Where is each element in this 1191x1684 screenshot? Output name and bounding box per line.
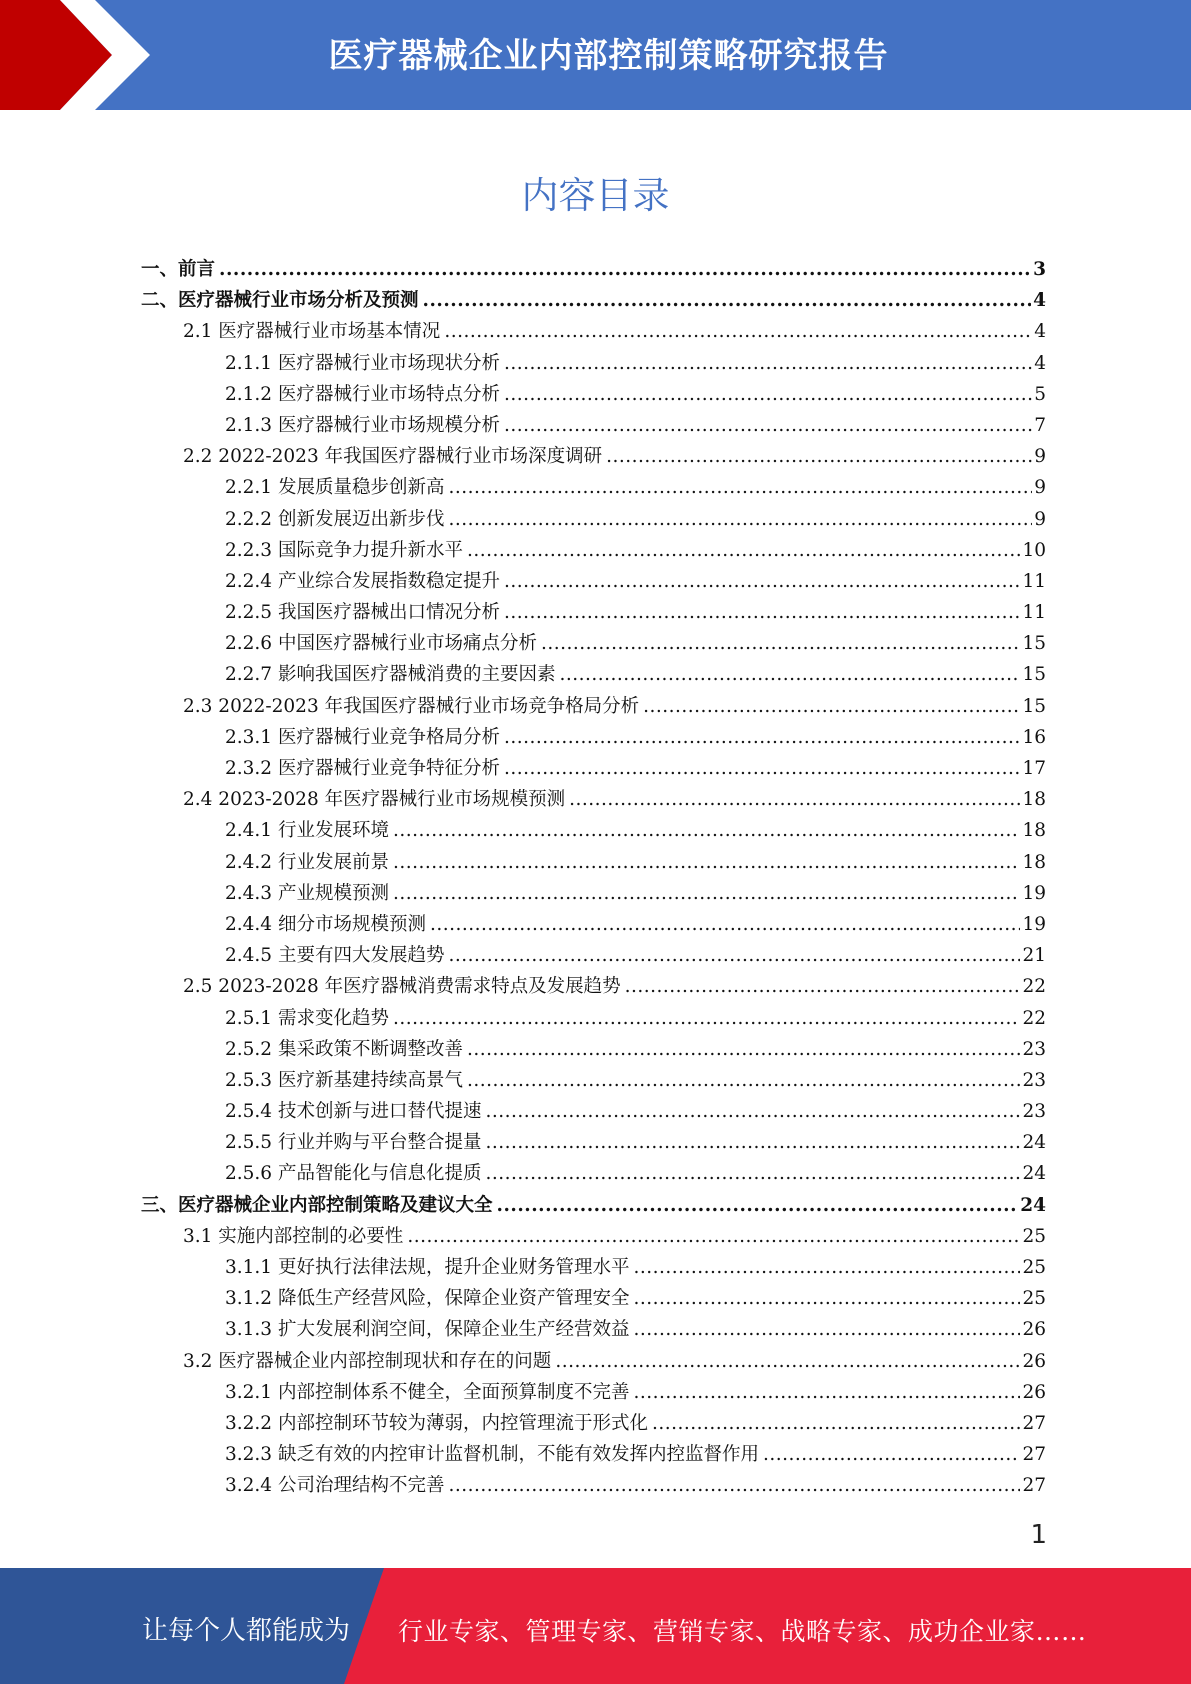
toc-entry[interactable]	[141, 1097, 1046, 1128]
toc-entry-page: 15	[1022, 633, 1046, 655]
toc-entry[interactable]	[141, 629, 1046, 660]
toc-dot-leader	[467, 1039, 1020, 1060]
toc-entry-label: 一、前言	[141, 259, 216, 280]
toc-entry[interactable]	[141, 723, 1046, 754]
toc-entry-label: 2.1.1 医疗器械行业市场现状分析	[225, 352, 500, 374]
toc-entry-label: 2.3.1 医疗器械行业竞争格局分析	[225, 726, 500, 748]
toc-dot-leader	[625, 976, 1021, 997]
toc-entry[interactable]	[141, 1471, 1046, 1502]
table-of-contents	[141, 255, 1046, 1503]
toc-entry[interactable]	[141, 286, 1046, 317]
toc-entry-label: 3.1 实施内部控制的必要性	[183, 1225, 404, 1247]
toc-dot-leader	[393, 820, 1020, 841]
toc-entry-page: 26	[1022, 1319, 1046, 1341]
toc-entry[interactable]	[141, 1440, 1046, 1471]
toc-entry[interactable]	[141, 1253, 1046, 1284]
toc-entry[interactable]	[141, 816, 1046, 847]
toc-entry-page: 26	[1022, 1381, 1046, 1403]
page-number: 1	[1030, 1520, 1047, 1550]
toc-entry-page: 18	[1022, 789, 1046, 811]
toc-entry[interactable]	[141, 1347, 1046, 1378]
toc-entry[interactable]	[141, 380, 1046, 411]
toc-entry-page: 24	[1022, 1163, 1046, 1185]
toc-dot-leader	[393, 1008, 1020, 1029]
toc-dot-leader	[448, 509, 1032, 530]
toc-entry[interactable]	[141, 692, 1046, 723]
toc-entry[interactable]	[141, 536, 1046, 567]
toc-entry-page: 22	[1022, 1007, 1046, 1029]
toc-entry[interactable]	[141, 442, 1046, 473]
toc-entry-page: 18	[1022, 820, 1046, 842]
toc-dot-leader	[504, 353, 1032, 374]
toc-entry-page: 17	[1022, 758, 1046, 779]
toc-entry-page: 25	[1022, 1225, 1046, 1247]
toc-dot-leader	[444, 321, 1032, 342]
toc-entry-label: 2.2.1 发展质量稳步创新高	[225, 477, 445, 499]
toc-dot-leader	[393, 883, 1020, 904]
toc-entry-page: 9	[1034, 446, 1046, 468]
toc-entry-label: 2.1.3 医疗器械行业市场规模分析	[225, 414, 500, 436]
toc-entry-label: 2.2.3 国际竞争力提升新水平	[225, 539, 463, 561]
toc-dot-leader	[633, 1382, 1020, 1403]
toc-entry-page: 4	[1034, 321, 1046, 343]
toc-entry-label: 2.1 医疗器械行业市场基本情况	[183, 321, 441, 343]
toc-entry-page: 25	[1022, 1288, 1046, 1310]
toc-entry-page: 9	[1034, 477, 1046, 499]
toc-entry[interactable]	[141, 567, 1046, 598]
toc-entry-label: 三、医疗器械企业内部控制策略及建议大全	[141, 1194, 493, 1216]
toc-dot-leader	[643, 696, 1020, 717]
toc-entry[interactable]	[141, 1128, 1046, 1159]
toc-entry-label: 2.4.1 行业发展环境	[225, 820, 389, 842]
toc-dot-leader	[485, 1163, 1020, 1184]
toc-entry-label: 2.2 2022-2023 年我国医疗器械行业市场深度调研	[183, 446, 603, 468]
toc-entry-label: 2.4.4 细分市场规模预测	[225, 913, 426, 935]
toc-entry-page: 23	[1022, 1069, 1046, 1091]
toc-entry-page: 3	[1033, 259, 1046, 280]
toc-dot-leader	[485, 1132, 1020, 1153]
toc-entry[interactable]	[141, 1004, 1046, 1035]
toc-entry[interactable]	[141, 1222, 1046, 1253]
toc-dot-leader	[569, 789, 1020, 810]
toc-entry-label: 2.5 2023-2028 年医疗器械消费需求特点及发展趋势	[183, 976, 621, 998]
toc-entry-page: 19	[1022, 882, 1046, 904]
toc-entry[interactable]	[141, 785, 1046, 816]
toc-entry-label: 2.5.2 集采政策不断调整改善	[225, 1038, 463, 1060]
toc-entry-label: 二、医疗器械行业市场分析及预测	[141, 290, 419, 312]
report-title: 医疗器械企业内部控制策略研究报告	[328, 36, 889, 76]
toc-dot-leader	[467, 1070, 1020, 1091]
toc-entry[interactable]	[141, 754, 1046, 785]
toc-dot-leader	[541, 633, 1020, 654]
toc-dot-leader	[485, 1101, 1020, 1122]
toc-entry-label: 2.4 2023-2028 年医疗器械行业市场规模预测	[183, 789, 566, 811]
toc-entry-page: 16	[1022, 726, 1046, 748]
footer-slogan-right: 行业专家、管理专家、营销专家、战略专家、成功企业家……	[398, 1617, 1087, 1646]
toc-entry-label: 3.1.3 扩大发展利润空间，保障企业生产经营效益	[225, 1319, 630, 1341]
toc-entry-label: 3.2.4 公司治理结构不完善	[225, 1475, 445, 1497]
toc-dot-leader	[448, 477, 1032, 498]
toc-entry-label: 2.5.1 需求变化趋势	[225, 1007, 389, 1029]
toc-entry[interactable]	[141, 598, 1046, 629]
toc-dot-leader	[633, 1257, 1020, 1278]
toc-entry-page: 15	[1022, 664, 1046, 686]
toc-dot-leader	[504, 415, 1032, 436]
toc-entry[interactable]	[141, 1315, 1046, 1346]
toc-entry[interactable]	[141, 1066, 1046, 1097]
toc-entry-label: 2.5.3 医疗新基建持续高景气	[225, 1069, 463, 1091]
toc-entry-label: 2.2.6 中国医疗器械行业市场痛点分析	[225, 633, 537, 655]
toc-entry-label: 2.4.2 行业发展前景	[225, 851, 389, 873]
toc-heading: 内容目录	[521, 174, 670, 217]
toc-entry-label: 2.2.5 我国医疗器械出口情况分析	[225, 602, 500, 624]
toc-entry-page: 4	[1034, 352, 1046, 374]
footer-slogan-left: 让每个人都能成为	[142, 1616, 351, 1646]
toc-entry-page: 26	[1022, 1350, 1046, 1372]
toc-entry-page: 27	[1022, 1475, 1046, 1497]
toc-entry[interactable]	[141, 473, 1046, 504]
toc-entry-page: 18	[1022, 851, 1046, 873]
toc-dot-leader	[393, 852, 1020, 873]
toc-entry-label: 2.2.2 创新发展迈出新步伐	[225, 508, 445, 530]
toc-entry-label: 2.3.2 医疗器械行业竞争特征分析	[225, 758, 500, 779]
toc-entry[interactable]	[141, 1191, 1046, 1222]
toc-dot-leader	[497, 1195, 1019, 1216]
toc-dot-leader	[504, 384, 1032, 405]
toc-dot-leader	[559, 664, 1020, 685]
toc-entry-page: 27	[1022, 1412, 1046, 1434]
toc-entry-page: 4	[1033, 290, 1046, 312]
toc-entry-page: 19	[1022, 913, 1046, 935]
toc-dot-leader	[633, 1319, 1020, 1340]
toc-entry-page: 7	[1034, 414, 1046, 436]
toc-entry[interactable]	[141, 1035, 1046, 1066]
toc-entry[interactable]	[141, 1284, 1046, 1315]
toc-entry-label: 2.4.3 产业规模预测	[225, 882, 389, 904]
toc-entry[interactable]	[141, 505, 1046, 536]
toc-entry-page: 27	[1022, 1444, 1046, 1466]
toc-entry-page: 11	[1022, 570, 1046, 592]
toc-entry[interactable]	[141, 941, 1046, 972]
toc-entry-label: 3.1.2 降低生产经营风险，保障企业资产管理安全	[225, 1288, 630, 1310]
toc-dot-leader	[763, 1444, 1020, 1465]
toc-dot-leader	[423, 290, 1032, 311]
toc-entry-label: 3.2.3 缺乏有效的内控审计监督机制，不能有效发挥内控监督作用	[225, 1444, 759, 1466]
toc-entry-label: 3.2 医疗器械企业内部控制现状和存在的问题	[183, 1350, 552, 1372]
toc-entry-label: 2.1.2 医疗器械行业市场特点分析	[225, 383, 500, 405]
toc-dot-leader	[448, 945, 1020, 966]
toc-entry-label: 3.1.1 更好执行法律法规，提升企业财务管理水平	[225, 1257, 630, 1278]
toc-entry[interactable]	[141, 317, 1046, 348]
toc-dot-leader	[430, 914, 1020, 935]
toc-entry[interactable]	[141, 972, 1046, 1003]
toc-entry-label: 3.2.2 内部控制环节较为薄弱，内控管理流于形式化	[225, 1412, 648, 1434]
toc-entry[interactable]	[141, 910, 1046, 941]
toc-entry[interactable]	[141, 660, 1046, 691]
toc-entry-label: 2.3 2022-2023 年我国医疗器械行业市场竞争格局分析	[183, 695, 640, 717]
toc-entry-page: 11	[1022, 602, 1046, 624]
toc-dot-leader	[504, 571, 1020, 592]
toc-entry-page: 15	[1022, 695, 1046, 717]
toc-entry[interactable]	[141, 411, 1046, 442]
toc-entry[interactable]	[141, 879, 1046, 910]
toc-entry-page: 24	[1020, 1194, 1046, 1216]
toc-entry[interactable]	[141, 255, 1046, 286]
toc-entry-page: 22	[1022, 976, 1046, 998]
toc-entry-page: 5	[1034, 383, 1046, 405]
toc-entry-page: 23	[1022, 1038, 1046, 1060]
toc-dot-leader	[555, 1351, 1020, 1372]
toc-dot-leader	[633, 1288, 1020, 1309]
toc-dot-leader	[407, 1226, 1020, 1247]
toc-entry-label: 3.2.1 内部控制体系不健全，全面预算制度不完善	[225, 1381, 630, 1403]
header-banner	[0, 0, 1191, 110]
toc-dot-leader	[504, 758, 1020, 779]
toc-entry-label: 2.5.6 产品智能化与信息化提质	[225, 1163, 482, 1185]
toc-dot-leader	[448, 1475, 1020, 1496]
toc-entry-label: 2.2.4 产业综合发展指数稳定提升	[225, 570, 500, 592]
toc-entry-label: 2.2.7 影响我国医疗器械消费的主要因素	[225, 664, 556, 686]
toc-entry[interactable]	[141, 848, 1046, 879]
toc-dot-leader	[652, 1413, 1020, 1434]
toc-entry-page: 25	[1022, 1257, 1046, 1278]
toc-dot-leader	[219, 259, 1031, 280]
toc-dot-leader	[606, 446, 1032, 467]
toc-entry-label: 2.5.5 行业并购与平台整合提量	[225, 1132, 482, 1154]
toc-entry[interactable]	[141, 1409, 1046, 1440]
toc-entry[interactable]	[141, 349, 1046, 380]
toc-entry[interactable]	[141, 1159, 1046, 1190]
toc-dot-leader	[504, 602, 1020, 623]
toc-entry-page: 10	[1022, 539, 1046, 561]
toc-entry-page: 21	[1022, 945, 1046, 967]
toc-entry-page: 23	[1022, 1101, 1046, 1123]
toc-dot-leader	[467, 540, 1020, 561]
toc-entry[interactable]	[141, 1378, 1046, 1409]
toc-entry-page: 24	[1022, 1132, 1046, 1154]
toc-dot-leader	[504, 727, 1020, 748]
toc-entry-page: 9	[1034, 508, 1046, 530]
toc-entry-label: 2.5.4 技术创新与进口替代提速	[225, 1101, 482, 1123]
toc-entry-label: 2.4.5 主要有四大发展趋势	[225, 945, 445, 967]
footer-banner	[0, 1568, 1191, 1684]
